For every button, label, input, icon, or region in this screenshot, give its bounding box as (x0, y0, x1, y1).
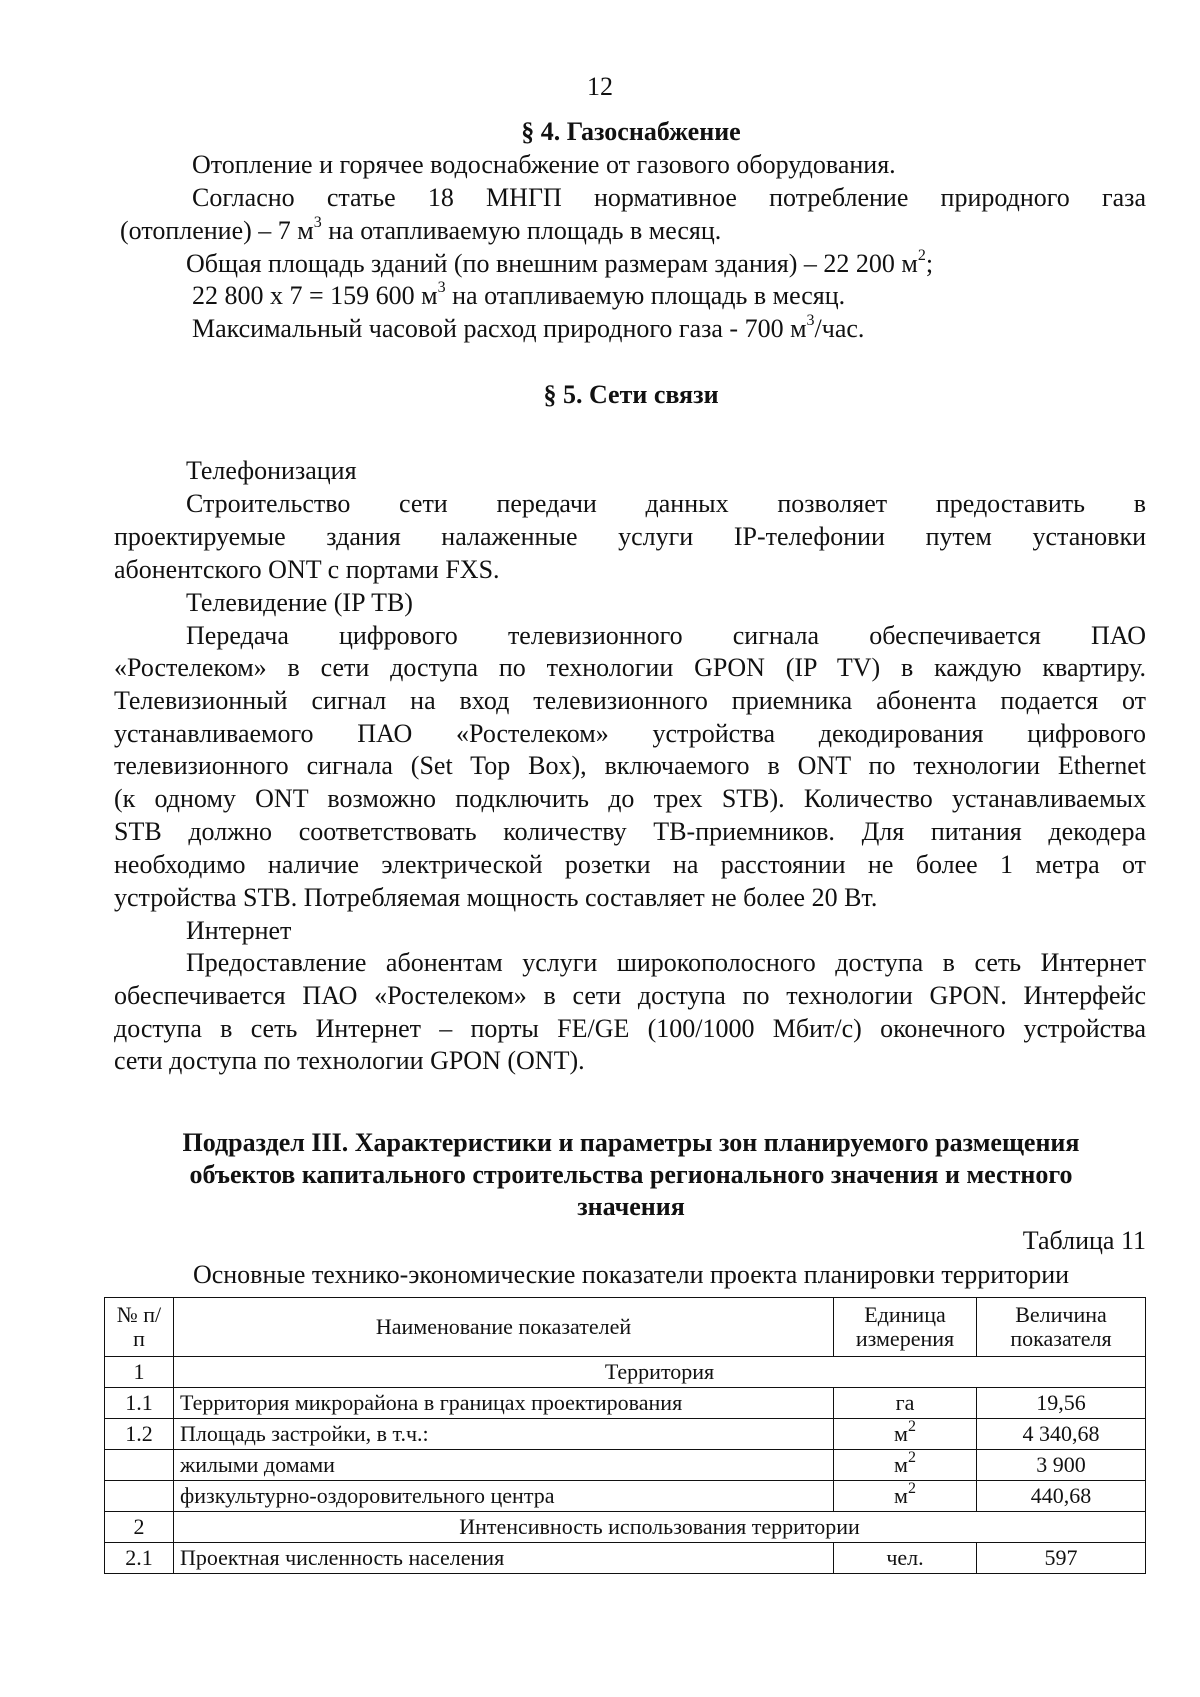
table-section-row (105, 1357, 1146, 1388)
table-row (105, 1450, 1146, 1481)
row-section-name: Территория (174, 1357, 1146, 1388)
internet-line-4: сети доступа по технологии GPON (ONT). (114, 1046, 585, 1075)
table-row (105, 1419, 1146, 1450)
table-row (105, 1481, 1146, 1512)
tv-line-5: телевизионного сигнала (Set Top Box), включаемого в ONT по технологии Ethernet (114, 751, 1146, 780)
internet-line-1: Предоставление абонентам услуги широкополосного доступа в сеть Интернет (186, 948, 1146, 977)
table-header-row (105, 1298, 1146, 1357)
header-value: Величина показателя (977, 1298, 1146, 1357)
row-name: Площадь застройки, в т.ч.: (174, 1419, 834, 1450)
indicators-table (104, 1297, 1146, 1574)
row-num (105, 1481, 174, 1512)
table-row (105, 1543, 1146, 1574)
section4-paragraph-3: Общая площадь зданий (по внешним размерам здания) – 22 200 $м^2$; (186, 247, 934, 278)
tv-line-2: «Ростелеком» в сети доступа по технологии GPON (IP TV) в каждую квартиру. (114, 653, 1146, 682)
table-caption: Основные технико-экономические показатели проекта планировки территории (192, 1260, 1070, 1289)
internet-title: Интернет (186, 916, 292, 945)
row-value: 4 340,68 (977, 1419, 1146, 1450)
telephony-title: Телефонизация (186, 456, 357, 485)
row-value: 440,68 (977, 1481, 1146, 1512)
tv-line-9: устройства STB. Потребляемая мощность составляет не более 20 Вт. (114, 883, 878, 912)
row-num (105, 1450, 174, 1481)
section4-paragraph-1: Отопление и горячее водоснабжение от газового оборудования. (192, 150, 896, 179)
table-label: Таблица 11 (1022, 1226, 1146, 1255)
row-unit: $м^2$ (834, 1419, 977, 1450)
row-unit: $м^2$ (834, 1481, 977, 1512)
row-value: 19,56 (977, 1388, 1146, 1419)
telephony-line-2: проектируемые здания налаженные услуги IP-телефонии путем установки (114, 522, 1146, 551)
row-num: 2.1 (105, 1543, 174, 1574)
section4-heading: § 4. Газоснабжение (521, 117, 741, 146)
row-num: 1.2 (105, 1419, 174, 1450)
section4-paragraph-4: 22 800 х 7 = 159 600 $м^3$ на отапливаемую площадь в месяц. (192, 279, 846, 310)
internet-line-3: доступа в сеть Интернет – порты FE/GE (100/1000 Мбит/с) оконечного устройства (114, 1014, 1146, 1043)
row-name: жилыми домами (174, 1450, 834, 1481)
section4-paragraph-5: Максимальный часовой расход природного газа - 700 $м^3$/час. (192, 312, 865, 343)
section4-paragraph-2-line-1: Согласно статье 18 МНГП нормативное потребление природного газа (192, 183, 1146, 212)
tv-line-4: устанавливаемого ПАО «Ростелеком» устройства декодирования цифрового (114, 719, 1146, 748)
row-name: физкультурно-оздоровительного центра (174, 1481, 834, 1512)
subsection-heading-line-2: объектов капитального строительства регионального значения и местного (189, 1160, 1073, 1189)
row-num: 1 (105, 1357, 174, 1388)
section5-heading: § 5. Сети связи (543, 380, 719, 409)
subsection-heading-line-1: Подраздел III. Характеристики и параметры зон планируемого размещения (182, 1128, 1080, 1157)
table-row (105, 1388, 1146, 1419)
section4-paragraph-2-line-2: (отопление) – 7 $м^3$ на отапливаемую площадь в месяц. (120, 214, 722, 245)
telephony-line-1: Строительство сети передачи данных позволяет предоставить в (186, 489, 1146, 518)
internet-line-2: обеспечивается ПАО «Ростелеком» в сети доступа по технологии GPON. Интерфейс (114, 981, 1146, 1010)
row-name: Проектная численность населения (174, 1543, 834, 1574)
row-unit: га (834, 1388, 977, 1419)
row-num: 2 (105, 1512, 174, 1543)
header-unit: Единица измерения (834, 1298, 977, 1357)
row-name: Территория микрорайона в границах проектирования (174, 1388, 834, 1419)
header-num: № п/п (105, 1298, 174, 1357)
row-unit: чел. (834, 1543, 977, 1574)
tv-line-7: STB должно соответствовать количеству ТВ-приемников. Для питания декодера (114, 817, 1146, 846)
tv-line-8: необходимо наличие электрической розетки на расстоянии не более 1 метра от (114, 850, 1146, 879)
row-unit: $м^2$ (834, 1450, 977, 1481)
page-number: 12 (587, 72, 613, 101)
subsection-heading-line-3: значения (577, 1192, 685, 1221)
row-value: 3 900 (977, 1450, 1146, 1481)
tv-title: Телевидение (IP ТВ) (186, 588, 413, 617)
header-name: Наименование показателей (174, 1298, 834, 1357)
row-section-name: Интенсивность использования территории (174, 1512, 1146, 1543)
row-num: 1.1 (105, 1388, 174, 1419)
tv-line-3: Телевизионный сигнал на вход телевизионного приемника абонента подается от (114, 686, 1146, 715)
tv-line-6: (к одному ONT возможно подключить до трех STB). Количество устанавливаемых (114, 784, 1146, 813)
table-section-row (105, 1512, 1146, 1543)
telephony-line-3: абонентского ONT с портами FXS. (114, 555, 500, 584)
tv-line-1: Передача цифрового телевизионного сигнала обеспечивается ПАО (186, 621, 1146, 650)
row-value: 597 (977, 1543, 1146, 1574)
